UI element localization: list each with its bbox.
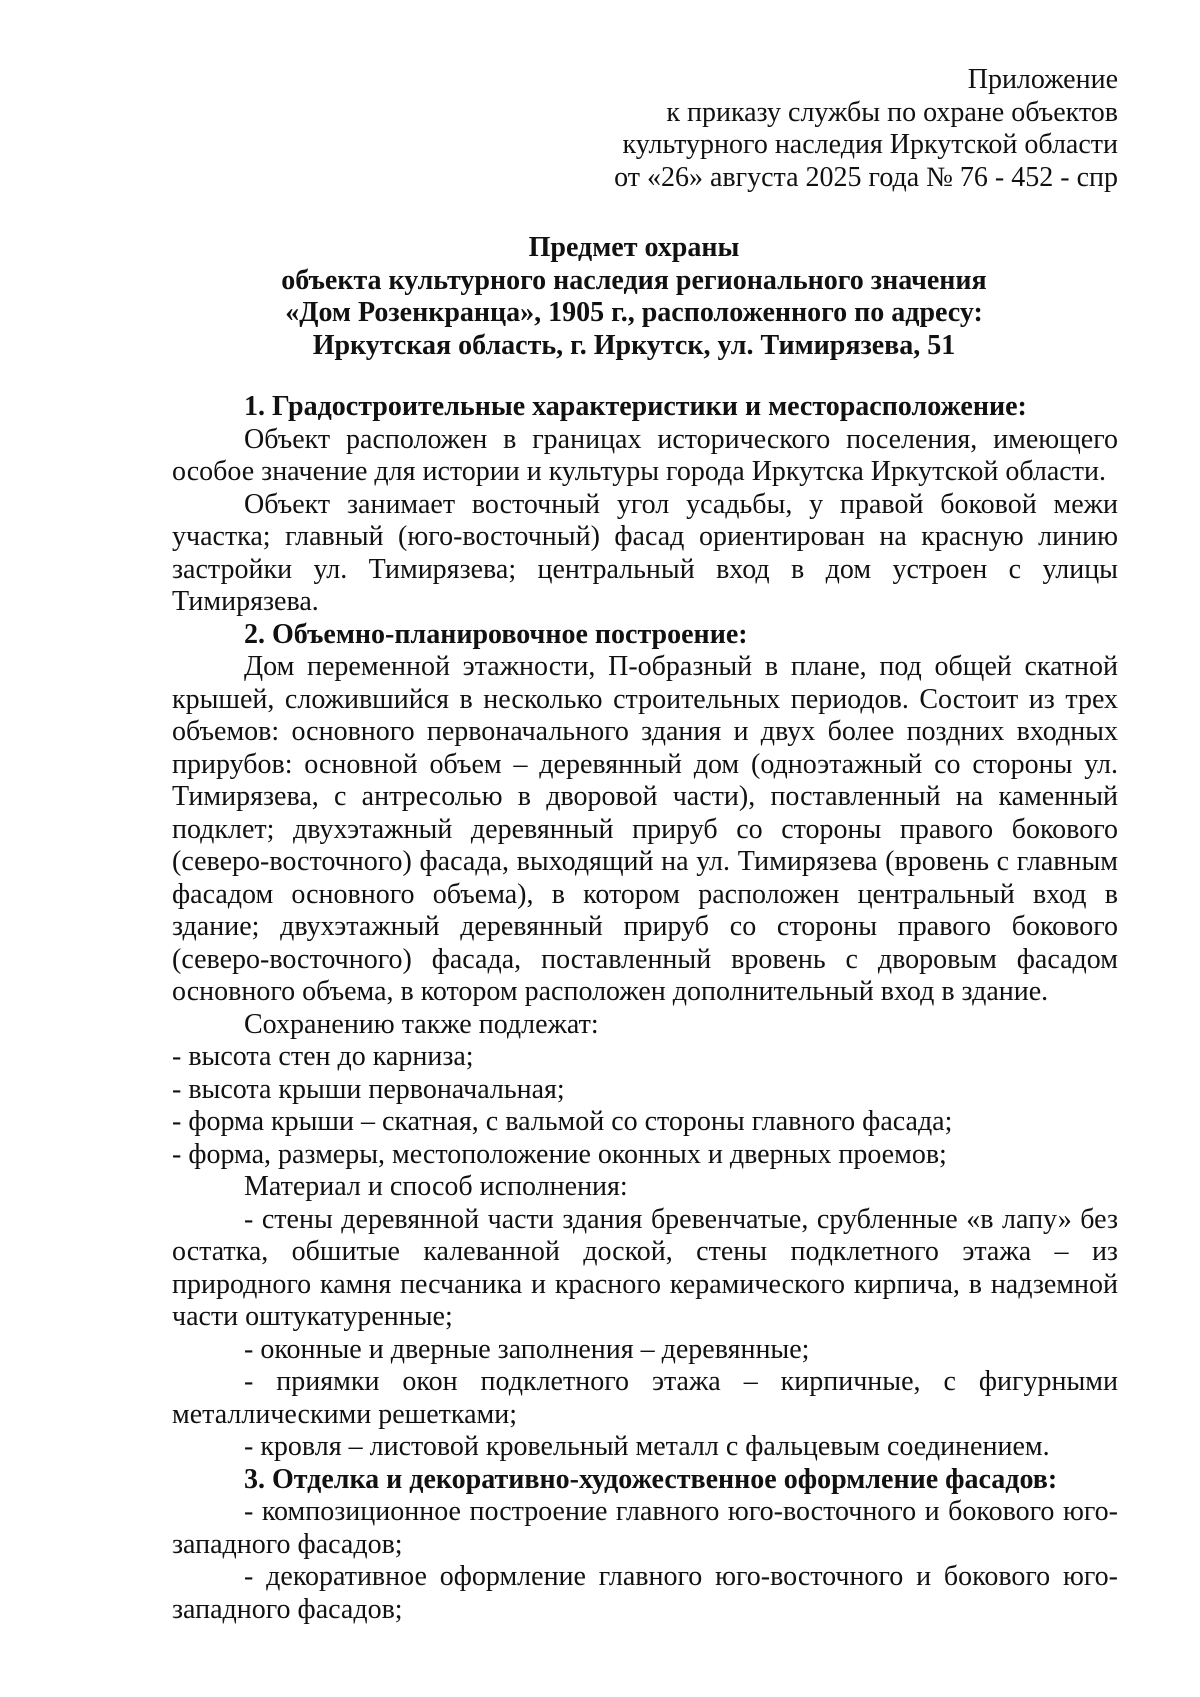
appendix-header [560, 64, 1118, 194]
list-item: - композиционное построение главного юго-восточного и бокового юго-западного фасадов; [172, 1496, 1118, 1560]
title-line: «Дом Розенкранца», 1905 г., расположенного по адресу: [285, 297, 983, 328]
document-title [150, 232, 1118, 362]
section-2-heading: 2. Объемно-планировочное построение: [244, 618, 748, 650]
title-line: Иркутская область, г. Иркутск, ул. Тимирязева, 51 [312, 329, 956, 361]
appendix-line: к приказу службы по охране объектов [666, 96, 1118, 128]
appendix-line: от «26» августа 2025 года № 76 - 452 - спр [614, 161, 1118, 193]
appendix-line: Приложение [967, 64, 1118, 95]
material-intro: Материал и способ исполнения: [244, 1171, 628, 1202]
list-item: - форма, размеры, местоположение оконных и дверных проемов; [172, 1138, 947, 1170]
list-item: - декоративное оформление главного юго-восточного и бокового юго-западного фасадов; [172, 1561, 1118, 1625]
preserve-intro: Сохранению также подлежат: [244, 1008, 599, 1040]
title-line: объекта культурного наследия регионального значения [281, 264, 987, 296]
list-item: - форма крыши – скатная, с вальмой со стороны главного фасада; [172, 1106, 953, 1137]
section-3-heading: 3. Отделка и декоративно-художественное оформление фасадов: [244, 1463, 1058, 1495]
list-item: - кровля – листовой кровельный металл с фальцевым соединением. [244, 1431, 1050, 1462]
document-body [172, 391, 1118, 1626]
section-1-heading: 1. Градостроительные характеристики и месторасположение: [244, 391, 1027, 422]
paragraph: Дом переменной этажности, П-образный в плане, под общей скатной крышей, сложившийся в несколько строительных периодов. Состоит из трех объемов: основного первоначального здания и двух более поздних входных прирубов: основной объем – деревянный дом (одноэтажный со стороны ул. Тимирязева, с антресолью в дворовой части), поставленный на каменный подклет; двухэтажный деревянный прируб со стороны правого бокового (северо-восточного) фасада, выходящий на ул. Тимирязева (вровень с главным фасадом основного объема), в котором расположен центральный вход в здание; двухэтажный деревянный прируб со стороны правого бокового (северо-восточного) фасада, поставленный вровень с дворовым фасадом основного объема, в котором расположен дополнительный вход в здание. [172, 651, 1118, 1007]
list-item: - оконные и дверные заполнения – деревянные; [244, 1333, 810, 1365]
list-item: - стены деревянной части здания бревенчатые, срубленные «в лапу» без остатка, обшитые калеванной доской, стены подклетного этажа – из природного камня песчаника и красного керамического кирпича, в надземной части оштукатуренные; [172, 1203, 1118, 1332]
paragraph: Объект занимает восточный угол усадьбы, у правой боковой межи участка; главный (юго-восточный) фасад ориентирован на красную линию застройки ул. Тимирязева; центральный вход в дом устроен с улицы Тимирязева. [172, 488, 1118, 617]
appendix-line: культурного наследия Иркутской области [622, 129, 1118, 160]
list-item: - высота стен до карниза; [172, 1041, 474, 1072]
list-item: - приямки окон подклетного этажа – кирпичные, с фигурными металлическими решетками; [172, 1366, 1118, 1430]
paragraph: Объект расположен в границах исторического поселения, имеющего особое значение для истории и культуры города Иркутска Иркутской области. [172, 423, 1118, 487]
title-line: Предмет охраны [528, 232, 740, 263]
list-item: - высота крыши первоначальная; [172, 1073, 565, 1105]
